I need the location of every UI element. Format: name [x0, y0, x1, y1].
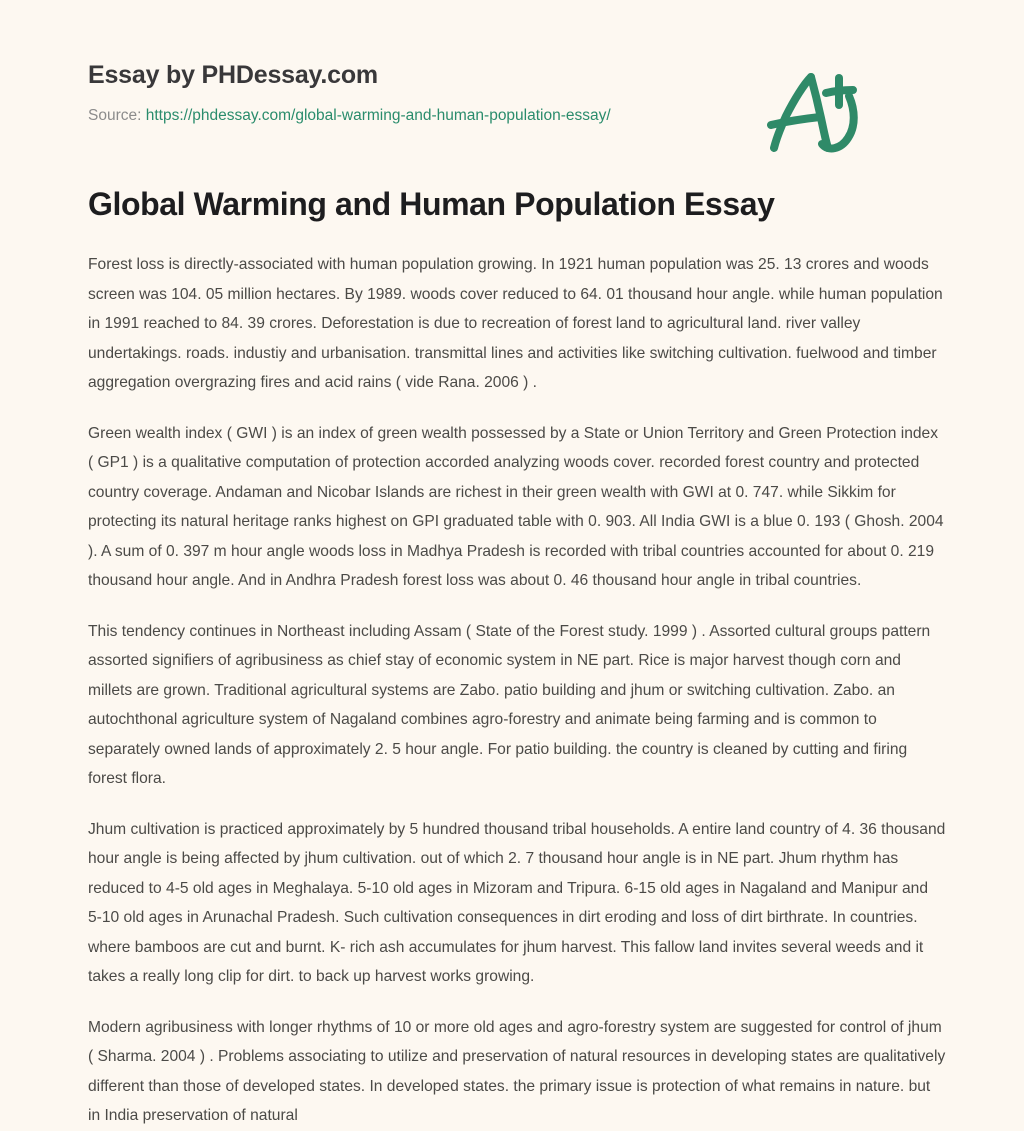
source-label: Source:	[88, 106, 142, 124]
page-header	[88, 0, 936, 124]
essay-body	[88, 224, 946, 1131]
source-url-link[interactable]: https://phdessay.com/global-warming-and-human-population-essay/	[145, 106, 611, 124]
page-title: Global Warming and Human Population Essay	[88, 186, 775, 222]
essay-paragraph: Jhum cultivation is practiced approximately by 5 hundred thousand tribal households. A entire land country of 4. 36 thousand hour angle is being affected by jhum cultivation. out of which 2. 7 thousand hour angle is in NE part. Jhum rhythm has reduced to 4-5 old ages in Meghalaya. 5-10 old ages in Mizoram and Tripura. 6-15 old ages in Nagaland and Manipur and 5-10 old ages in Arunachal Pradesh. Such cultivation consequences in dirt eroding and loss of dirt birthrate. In countries. where bamboos are cut and burnt. K- rich ash accumulates for jhum harvest. This fallow land invites several weeds and it takes a really long clip for dirt. to back up harvest works growing.	[88, 820, 946, 985]
brand-title: Essay by PHDessay.com	[88, 61, 378, 89]
essay-paragraph: This tendency continues in Northeast including Assam ( State of the Forest study. 1999 ) . Assorted cultural groups pattern assorted signifiers of agribusiness as chief stay of economic system in NE part. Rice is major harvest though corn and millets are grown. Traditional agricultural systems are Zabo. patio building and jhum or switching cultivation. Zabo. an autochthonal agriculture system of Nagaland combines agro-forestry and animate being farming and is common to separately owned lands of approximately 2. 5 hour angle. For patio building. the country is cleaned by cutting and firing forest flora.	[88, 622, 931, 787]
source-row	[88, 107, 936, 126]
essay-paragraph: Modern agribusiness with longer rhythms of 10 or more old ages and agro-forestry system are suggested for control of jhum ( Sharma. 2004 ) . Problems associating to utilize and preservation of natural resources in developing states are qualitatively different than those of developed states. In developed states. the primary issue is protection of what remains in nature. but in India preservation of natural	[88, 1018, 946, 1124]
essay-paragraph: Green wealth index ( GWI ) is an index of green wealth possessed by a State or Union Territory and Green Protection index ( GP1 ) is a qualitative computation of protection accorded analyzing woods cover. recorded forest country and protected country coverage. Andaman and Nicobar Islands are richest in their green wealth with GWI at 0. 747. while Sikkim for protecting its natural heritage ranks highest on GPI graduated table with 0. 903. All India GWI is a blue 0. 193 ( Ghosh. 2004 ). A sum of 0. 397 m hour angle woods loss in Madhya Pradesh is recorded with tribal countries accounted for about 0. 219 thousand hour angle. And in Andhra Pradesh forest loss was about 0. 46 thousand hour angle in tribal countries.	[88, 424, 944, 589]
essay-paragraph: Forest loss is directly-associated with human population growing. In 1921 human population was 25. 13 crores and woods screen was 104. 05 million hectares. By 1989. woods cover reduced to 64. 01 thousand hour angle. while human population in 1991 reached to 84. 39 crores. Deforestation is due to recreation of forest land to agricultural land. river valley undertakings. roads. industiy and urbanisation. transmittal lines and activities like switching cultivation. fuelwood and timber aggregation overgrazing fires and acid rains ( vide Rana. 2006 ) .	[88, 256, 943, 391]
